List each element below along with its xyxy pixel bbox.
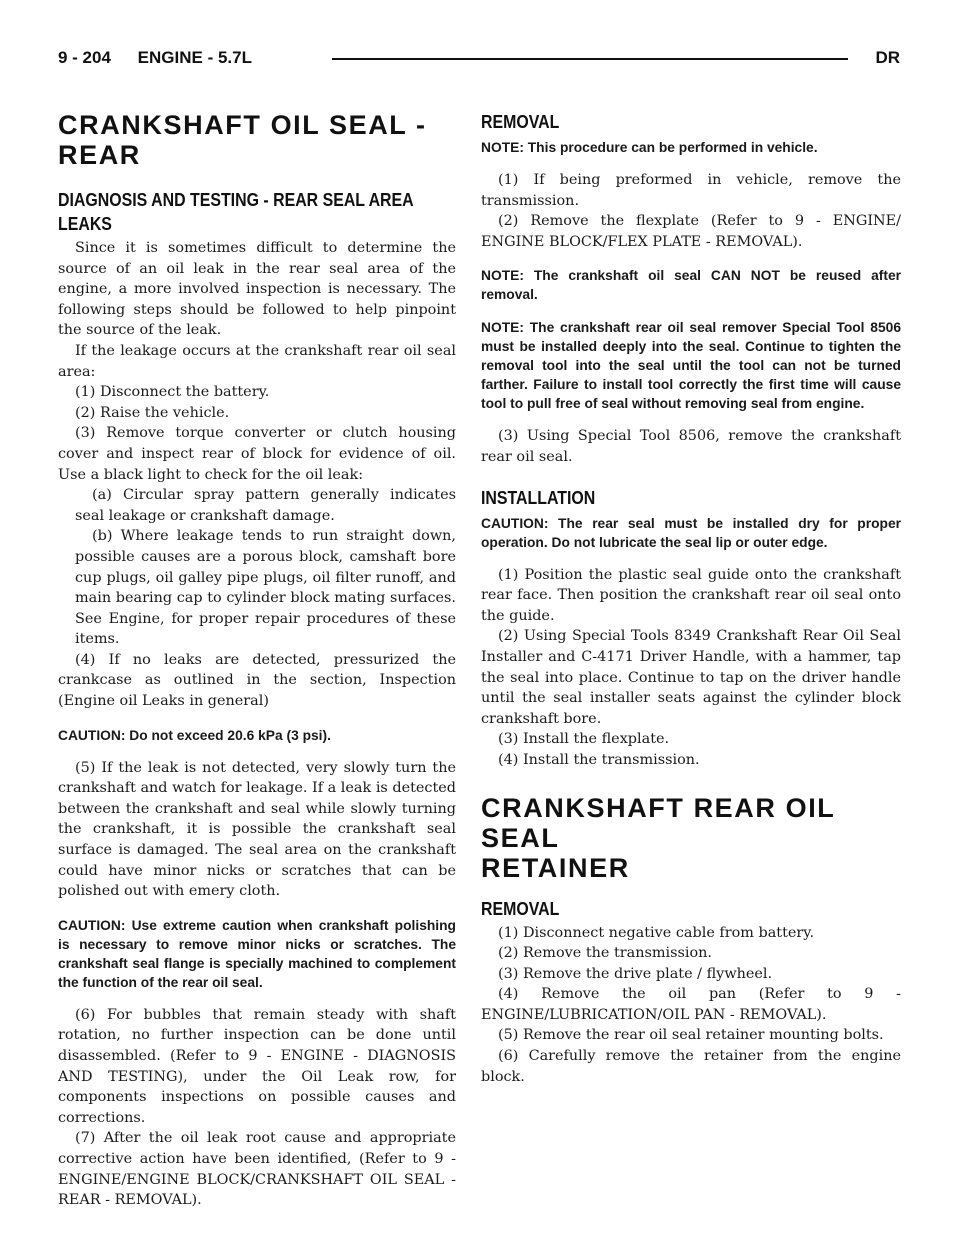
substep: (b) Where leakage tends to run straight down, possible causes are a porous block, camshaft bore cup plugs, oil galley pipe plugs, oil filter runoff, and main bearing cap to cylinder block mating surfaces. See Engine, for proper repair procedures of these items. [75, 528, 456, 648]
section-title: ENGINE - 5.7L [137, 48, 252, 67]
step: (5) If the leak is not detected, very slowly turn the crankshaft and watch for leakage. If a leak is detected between the crankshaft and seal while slowly turning the crankshaft, it is possible the crankshaft seal surface is damaged. The seal area on the crankshaft could have minor nicks or scratches that can be polished out with emery cloth. [58, 759, 456, 900]
title-line: REAR [58, 140, 141, 170]
step: (6) For bubbles that remain steady with shaft rotation, no further inspection can be done until disassembled. (Refer to 9 - ENGINE - DIAGNOSIS AND TESTING), under the Oil Leak row, for components inspections on possible causes and corrections. [58, 1006, 456, 1126]
installation-heading: INSTALLATION [481, 486, 596, 508]
heading-line: DIAGNOSIS AND TESTING - REAR SEAL AREA [58, 189, 414, 210]
right-column [481, 110, 901, 1087]
caution: CAUTION: Use extreme caution when crankshaft polishing is necessary to remove minor nicks or scratches. The crankshaft seal flange is specially machined to complement the function of the rear oil seal. [58, 917, 456, 990]
note: NOTE: The crankshaft rear oil seal remover Special Tool 8506 must be installed deeply into the seal. Continue to tighten the removal tool into the seal until the tool can not be turned farther. Failure to install tool correctly the first time will cause tool to pull free of seal without removing seal from engine. [481, 320, 901, 412]
removal-heading: REMOVAL [481, 111, 560, 132]
title-line: RETAINER [481, 852, 630, 883]
title-line: CRANKSHAFT OIL SEAL - [58, 110, 427, 140]
removal-heading: REMOVAL [481, 897, 560, 919]
step: (1) Disconnect the battery. [75, 384, 270, 401]
step: (1) Disconnect negative cable from battery. [498, 924, 815, 941]
caution: CAUTION: The rear seal must be installed dry for proper operation. Do not lubricate the seal lip or outer edge. [481, 515, 901, 550]
step: (3) Remove the drive plate / flywheel. [498, 965, 773, 982]
diagnosis-heading [58, 188, 414, 236]
substep: (a) Circular spray pattern generally indicates seal leakage or crankshaft damage. [75, 487, 456, 524]
step: (2) Raise the vehicle. [75, 404, 230, 421]
step: (5) Remove the rear oil seal retainer mounting bolts. [498, 1027, 884, 1044]
note: NOTE: The crankshaft oil seal CAN NOT be reused after removal. [481, 268, 901, 303]
step: (4) Remove the oil pan (Refer to 9 - ENGINE/LUBRICATION/OIL PAN - REMOVAL). [481, 986, 901, 1023]
step: (7) After the oil leak root cause and appropriate corrective action have been identified, (Refer to 9 - ENGINE/ENGINE BLOCK/CRANKSHAFT OIL SEAL - REAR - REMOVAL). [58, 1130, 456, 1209]
title-line: CRANKSHAFT REAR OIL SEAL [481, 792, 835, 853]
step: (3) Using Special Tool 8506, remove the crankshaft rear oil seal. [481, 428, 901, 465]
step: (2) Using Special Tools 8349 Crankshaft Rear Oil Seal Installer and C-4171 Driver Handle, with a hammer, tap the seal into place. Continue to tap on the driver handle until the seal installer seats against the cylinder block crankshaft bore. [481, 628, 901, 727]
step: (2) Remove the flexplate (Refer to 9 - ENGINE/ ENGINE BLOCK/FLEX PLATE - REMOVAL). [481, 213, 901, 250]
paragraph: If the leakage occurs at the crankshaft rear oil seal area: [58, 342, 456, 380]
step: (4) Install the transmission. [498, 751, 700, 768]
heading-line: LEAKS [58, 213, 112, 234]
caution: CAUTION: Do not exceed 20.6 kPa (3 psi). [58, 727, 331, 743]
step: (6) Carefully remove the retainer from the engine block. [481, 1048, 901, 1085]
step: (3) Remove torque converter or clutch housing cover and inspect rear of block for evidence of oil. Use a black light to check for the oil leak: [58, 425, 456, 483]
note: NOTE: This procedure can be performed in vehicle. [481, 140, 818, 155]
header-left [58, 48, 274, 68]
step: (2) Remove the transmission. [498, 945, 713, 962]
section-title-rear-oil-seal-retainer [481, 793, 901, 883]
model-code: DR [875, 48, 900, 67]
intro-paragraph: Since it is sometimes difficult to determine the source of an oil leak in the rear seal area of the engine, a more involved inspection is necessary. The following steps should be followed to help pinpoint the source of the leak. [58, 240, 456, 339]
step: (1) If being preformed in vehicle, remove the transmission. [481, 172, 901, 209]
step: (3) Install the flexplate. [498, 731, 670, 748]
step: (1) Position the plastic seal guide onto the crankshaft rear face. Then position the crankshaft rear oil seal onto the guide. [481, 566, 901, 624]
left-column [58, 110, 456, 1211]
page-header [58, 48, 900, 78]
section-title-crankshaft-oil-seal-rear [58, 110, 456, 170]
page-number: 9 - 204 [58, 48, 111, 67]
step: (4) If no leaks are detected, pressurized the crankcase as outlined in the section, Inspection (Engine oil Leaks in general) [58, 651, 456, 710]
header-rule [332, 58, 848, 60]
